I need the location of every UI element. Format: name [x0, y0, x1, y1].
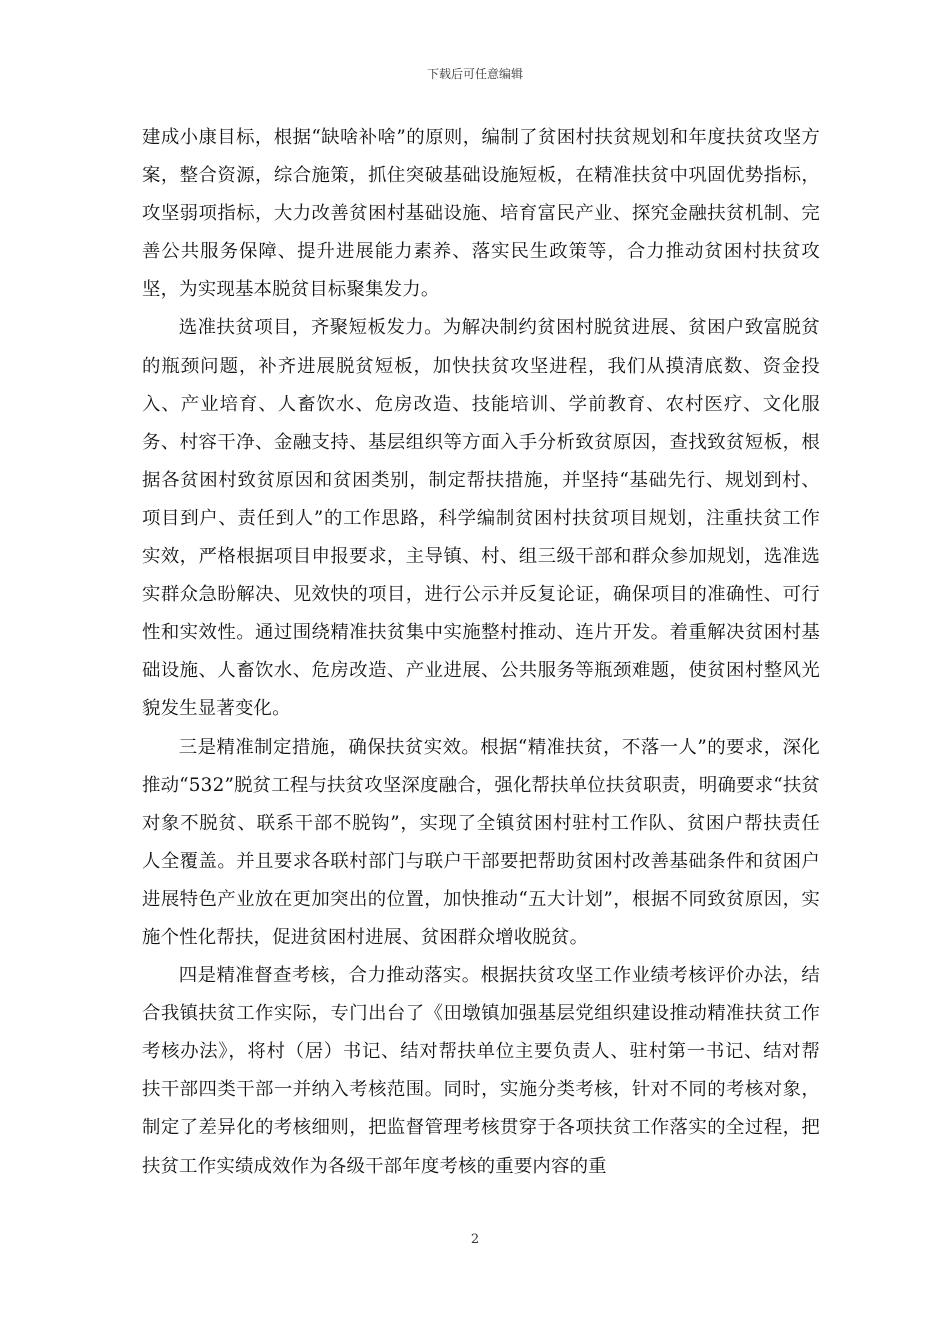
- page-header: 下载后可任意编辑: [426, 67, 523, 81]
- page-number: 2: [470, 1232, 480, 1247]
- document-body: [142, 119, 820, 1186]
- paragraph-2: 选准扶贫项目，齐聚短板发力。为解决制约贫困村脱贫进展、贫困户致富脱贫的瓶颈问题，补齐进展脱贫短板，加快扶贫攻坚进程，我们从摸清底数、资金投入、产业培育、人畜饮水、危房改造、技能培训、学前教育、农村医疗、文化服务、村容干净、金融支持、基层组织等方面入手分析致贫原因，查找致贫短板，根据各贫困村致贫原因和贫困类别，制定帮扶措施，并坚持“基础先行、规划到村、项目到户、责任到人”的工作思路，科学编制贫困村扶贫项目规划，注重扶贫工作实效，严格根据项目申报要求，主导镇、村、组三级干部和群众参加规划，选准选实群众急盼解决、见效快的项目，进行公示并反复论证，确保项目的准确性、可行性和实效性。通过围绕精准扶贫集中实施整村推动、连片开发。着重解决贫困村基础设施、人畜饮水、危房改造、产业进展、公共服务等瓶颈难题，使贫困村整风光貌发生显著变化。: [142, 317, 820, 720]
- paragraph-3: 三是精准制定措施，确保扶贫实效。根据“精准扶贫，不落一人”的要求，深化推动“532”脱贫工程与扶贫攻坚深度融合，强化帮扶单位扶贫职责，明确要求“扶贫对象不脱贫、联系干部不脱钩”，实现了全镇贫困村驻村工作队、贫困户帮扶责任人全覆盖。并且要求各联村部门与联户干部要把帮助贫困村改善基础条件和贫困户进展特色产业放在更加突出的位置，加快推动“五大计划”，根据不同致贫原因，实施个性化帮扶，促进贫困村进展、贫困群众增收脱贫。: [142, 736, 820, 948]
- paragraph-4: 四是精准督查考核，合力推动落实。根据扶贫攻坚工作业绩考核评价办法，结合我镇扶贫工作实际，专门出台了《田墩镇加强基层党组织建设推动精准扶贫工作考核办法》，将村（居）书记、结对帮扶单位主要负责人、驻村第一书记、结对帮扶干部四类干部一并纳入考核范围。同时，实施分类考核，针对不同的考核对象，制定了差异化的考核细则，把监督管理考核贯穿于各项扶贫工作落实的全过程，把扶贫工作实绩成效作为各级干部年度考核的重要内容的重: [142, 965, 820, 1177]
- paragraph-1: 建成小康目标，根据“缺啥补啥”的原则，编制了贫困村扶贫规划和年度扶贫攻坚方案，整合资源，综合施策，抓住突破基础设施短板，在精准扶贫中巩固优势指标，攻坚弱项指标，大力改善贫困村基础设施、培育富民产业、探究金融扶贫机制、完善公共服务保障、提升进展能力素养、落实民生政策等，合力推动贫困村扶贫攻坚，为实现基本脱贫目标聚集发力。: [142, 127, 820, 301]
